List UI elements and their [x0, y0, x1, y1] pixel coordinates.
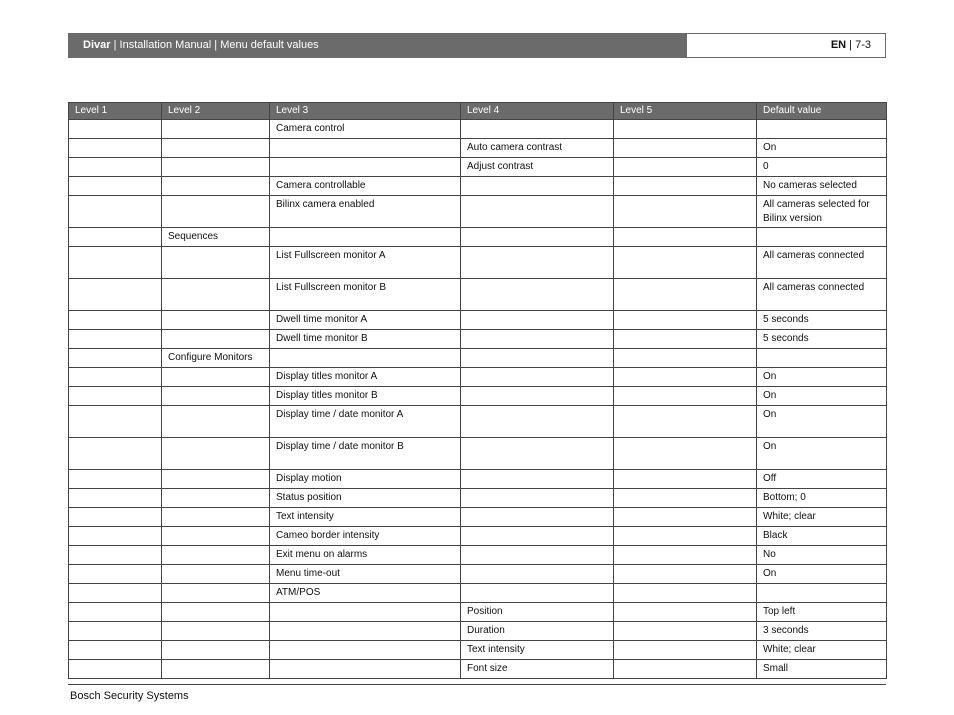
cell-level-1: [69, 139, 162, 158]
cell-default-value: No: [757, 546, 887, 565]
cell-level-1: [69, 489, 162, 508]
cell-level-3: Status position: [270, 489, 461, 508]
cell-default-value: White; clear: [757, 641, 887, 660]
table-row: [69, 641, 887, 660]
cell-level-4: [461, 546, 614, 565]
cell-level-4: Auto camera contrast: [461, 139, 614, 158]
cell-default-value: 5 seconds: [757, 330, 887, 349]
cell-level-3: Display time / date monitor A: [270, 406, 461, 438]
cell-level-5: [614, 603, 757, 622]
cell-level-4: [461, 470, 614, 489]
cell-level-3: [270, 228, 461, 247]
table-row: [69, 196, 887, 228]
cell-default-value: No cameras selected: [757, 177, 887, 196]
cell-level-1: [69, 546, 162, 565]
cell-default-value: On: [757, 368, 887, 387]
cell-level-3: Display titles monitor A: [270, 368, 461, 387]
table-row: [69, 527, 887, 546]
cell-level-1: [69, 120, 162, 139]
cell-level-2: [162, 438, 270, 470]
cell-level-5: [614, 330, 757, 349]
cell-default-value: Off: [757, 470, 887, 489]
cell-level-1: [69, 196, 162, 228]
cell-level-3: [270, 349, 461, 368]
cell-level-4: [461, 247, 614, 279]
table-row: [69, 406, 887, 438]
cell-level-1: [69, 660, 162, 679]
table-row: [69, 603, 887, 622]
cell-default-value: Black: [757, 527, 887, 546]
cell-level-4: [461, 349, 614, 368]
table-row: [69, 387, 887, 406]
cell-level-2: [162, 565, 270, 584]
cell-level-4: [461, 527, 614, 546]
cell-level-4: [461, 584, 614, 603]
cell-level-5: [614, 622, 757, 641]
table-row: [69, 470, 887, 489]
cell-level-1: [69, 387, 162, 406]
cell-level-3: Display motion: [270, 470, 461, 489]
table-row: [69, 228, 887, 247]
cell-level-2: Configure Monitors: [162, 349, 270, 368]
cell-level-2: [162, 660, 270, 679]
cell-level-3: List Fullscreen monitor B: [270, 279, 461, 311]
table-row: [69, 565, 887, 584]
cell-default-value: Top left: [757, 603, 887, 622]
cell-level-2: [162, 603, 270, 622]
cell-level-1: [69, 508, 162, 527]
table-row: [69, 330, 887, 349]
cell-level-3: Dwell time monitor B: [270, 330, 461, 349]
footer-company: Bosch Security Systems: [70, 690, 189, 702]
cell-level-1: [69, 584, 162, 603]
table-row: [69, 311, 887, 330]
cell-level-5: [614, 311, 757, 330]
cell-default-value: Small: [757, 660, 887, 679]
header-separator: |: [211, 39, 221, 51]
cell-level-3: Menu time-out: [270, 565, 461, 584]
cell-default-value: [757, 228, 887, 247]
cell-level-1: [69, 228, 162, 247]
column-header-level-5: Level 5: [614, 103, 757, 120]
cell-level-3: [270, 660, 461, 679]
cell-level-1: [69, 158, 162, 177]
table-row: [69, 622, 887, 641]
cell-level-5: [614, 247, 757, 279]
cell-level-5: [614, 279, 757, 311]
cell-level-3: Camera controllable: [270, 177, 461, 196]
cell-level-5: [614, 470, 757, 489]
cell-default-value: All cameras selected for Bilinx version: [757, 196, 887, 228]
cell-level-5: [614, 508, 757, 527]
footer-divider: [68, 684, 886, 685]
cell-level-3: ATM/POS: [270, 584, 461, 603]
cell-level-3: [270, 622, 461, 641]
cell-level-4: [461, 438, 614, 470]
column-header-level-1: Level 1: [69, 103, 162, 120]
cell-default-value: 5 seconds: [757, 311, 887, 330]
cell-level-3: Display titles monitor B: [270, 387, 461, 406]
cell-level-2: [162, 368, 270, 387]
cell-level-1: [69, 641, 162, 660]
table-row: [69, 177, 887, 196]
cell-level-3: Cameo border intensity: [270, 527, 461, 546]
cell-level-5: [614, 368, 757, 387]
cell-default-value: On: [757, 565, 887, 584]
table-row: [69, 139, 887, 158]
cell-level-4: Position: [461, 603, 614, 622]
cell-level-2: [162, 139, 270, 158]
cell-level-5: [614, 406, 757, 438]
cell-level-3: [270, 641, 461, 660]
cell-default-value: [757, 584, 887, 603]
cell-level-2: [162, 584, 270, 603]
cell-level-2: [162, 177, 270, 196]
cell-level-1: [69, 330, 162, 349]
cell-level-1: [69, 470, 162, 489]
cell-level-1: [69, 311, 162, 330]
cell-level-4: [461, 279, 614, 311]
cell-level-4: [461, 489, 614, 508]
cell-level-4: [461, 196, 614, 228]
cell-level-4: [461, 565, 614, 584]
table-header-row: [69, 103, 887, 120]
cell-level-2: [162, 387, 270, 406]
table-row: [69, 279, 887, 311]
cell-default-value: 0: [757, 158, 887, 177]
cell-level-3: [270, 603, 461, 622]
cell-level-1: [69, 527, 162, 546]
cell-level-5: [614, 584, 757, 603]
cell-level-3: Text intensity: [270, 508, 461, 527]
cell-level-3: Camera control: [270, 120, 461, 139]
cell-level-4: [461, 508, 614, 527]
cell-level-2: [162, 279, 270, 311]
cell-level-5: [614, 196, 757, 228]
cell-level-2: [162, 489, 270, 508]
header-page-box: [686, 33, 886, 58]
column-header-level-2: Level 2: [162, 103, 270, 120]
cell-level-5: [614, 120, 757, 139]
cell-level-4: [461, 368, 614, 387]
cell-level-4: Adjust contrast: [461, 158, 614, 177]
cell-default-value: All cameras connected: [757, 247, 887, 279]
cell-level-2: [162, 470, 270, 489]
column-header-default-value: Default value: [757, 103, 887, 120]
cell-level-5: [614, 349, 757, 368]
table-row: [69, 489, 887, 508]
header-separator: |: [110, 39, 120, 51]
cell-level-5: [614, 489, 757, 508]
cell-level-3: List Fullscreen monitor A: [270, 247, 461, 279]
cell-level-1: [69, 565, 162, 584]
cell-default-value: On: [757, 139, 887, 158]
cell-level-1: [69, 406, 162, 438]
cell-level-5: [614, 565, 757, 584]
cell-default-value: On: [757, 438, 887, 470]
table-row: [69, 584, 887, 603]
table-body: [69, 120, 887, 679]
cell-level-2: [162, 247, 270, 279]
cell-level-2: [162, 508, 270, 527]
header-title-bar: [68, 33, 686, 58]
cell-default-value: On: [757, 387, 887, 406]
cell-level-3: Bilinx camera enabled: [270, 196, 461, 228]
cell-default-value: Bottom; 0: [757, 489, 887, 508]
cell-level-2: [162, 546, 270, 565]
cell-level-5: [614, 387, 757, 406]
cell-level-4: [461, 177, 614, 196]
cell-level-4: Font size: [461, 660, 614, 679]
cell-level-2: [162, 330, 270, 349]
header-separator: |: [846, 39, 856, 51]
cell-level-5: [614, 228, 757, 247]
cell-level-5: [614, 139, 757, 158]
cell-level-5: [614, 660, 757, 679]
table-row: [69, 247, 887, 279]
cell-level-5: [614, 158, 757, 177]
table-row: [69, 508, 887, 527]
language-code: EN: [830, 39, 847, 51]
cell-level-4: [461, 387, 614, 406]
cell-level-2: [162, 196, 270, 228]
cell-level-4: Duration: [461, 622, 614, 641]
cell-level-1: [69, 438, 162, 470]
table-row: [69, 368, 887, 387]
cell-level-2: [162, 120, 270, 139]
table-row: [69, 438, 887, 470]
menu-defaults-table: [68, 102, 887, 679]
cell-default-value: White; clear: [757, 508, 887, 527]
cell-level-1: [69, 603, 162, 622]
table-row: [69, 158, 887, 177]
cell-level-5: [614, 177, 757, 196]
cell-level-1: [69, 247, 162, 279]
cell-level-4: [461, 406, 614, 438]
column-header-level-4: Level 4: [461, 103, 614, 120]
cell-level-2: [162, 622, 270, 641]
cell-level-2: [162, 406, 270, 438]
page-number: 7-3: [855, 39, 871, 51]
cell-level-4: [461, 311, 614, 330]
cell-level-4: [461, 228, 614, 247]
cell-level-1: [69, 622, 162, 641]
cell-default-value: 3 seconds: [757, 622, 887, 641]
cell-level-1: [69, 349, 162, 368]
manual-title: Installation Manual: [119, 39, 212, 51]
cell-level-3: Exit menu on alarms: [270, 546, 461, 565]
cell-level-2: [162, 158, 270, 177]
cell-level-2: [162, 527, 270, 546]
column-header-level-3: Level 3: [270, 103, 461, 120]
cell-level-2: [162, 641, 270, 660]
section-title: Menu default values: [220, 39, 319, 51]
cell-default-value: [757, 349, 887, 368]
table-row: [69, 349, 887, 368]
cell-level-4: Text intensity: [461, 641, 614, 660]
cell-level-3: Display time / date monitor B: [270, 438, 461, 470]
cell-level-3: [270, 139, 461, 158]
cell-default-value: [757, 120, 887, 139]
cell-level-3: Dwell time monitor A: [270, 311, 461, 330]
cell-level-4: [461, 120, 614, 139]
cell-level-4: [461, 330, 614, 349]
cell-level-1: [69, 368, 162, 387]
cell-level-5: [614, 641, 757, 660]
cell-default-value: All cameras connected: [757, 279, 887, 311]
table-row: [69, 120, 887, 139]
table-row: [69, 546, 887, 565]
cell-level-5: [614, 546, 757, 565]
cell-level-5: [614, 438, 757, 470]
brand-name: Divar: [83, 39, 111, 51]
cell-level-5: [614, 527, 757, 546]
cell-level-1: [69, 279, 162, 311]
cell-level-1: [69, 177, 162, 196]
cell-level-3: [270, 158, 461, 177]
table-row: [69, 660, 887, 679]
cell-level-2: [162, 311, 270, 330]
cell-default-value: On: [757, 406, 887, 438]
cell-level-2: Sequences: [162, 228, 270, 247]
